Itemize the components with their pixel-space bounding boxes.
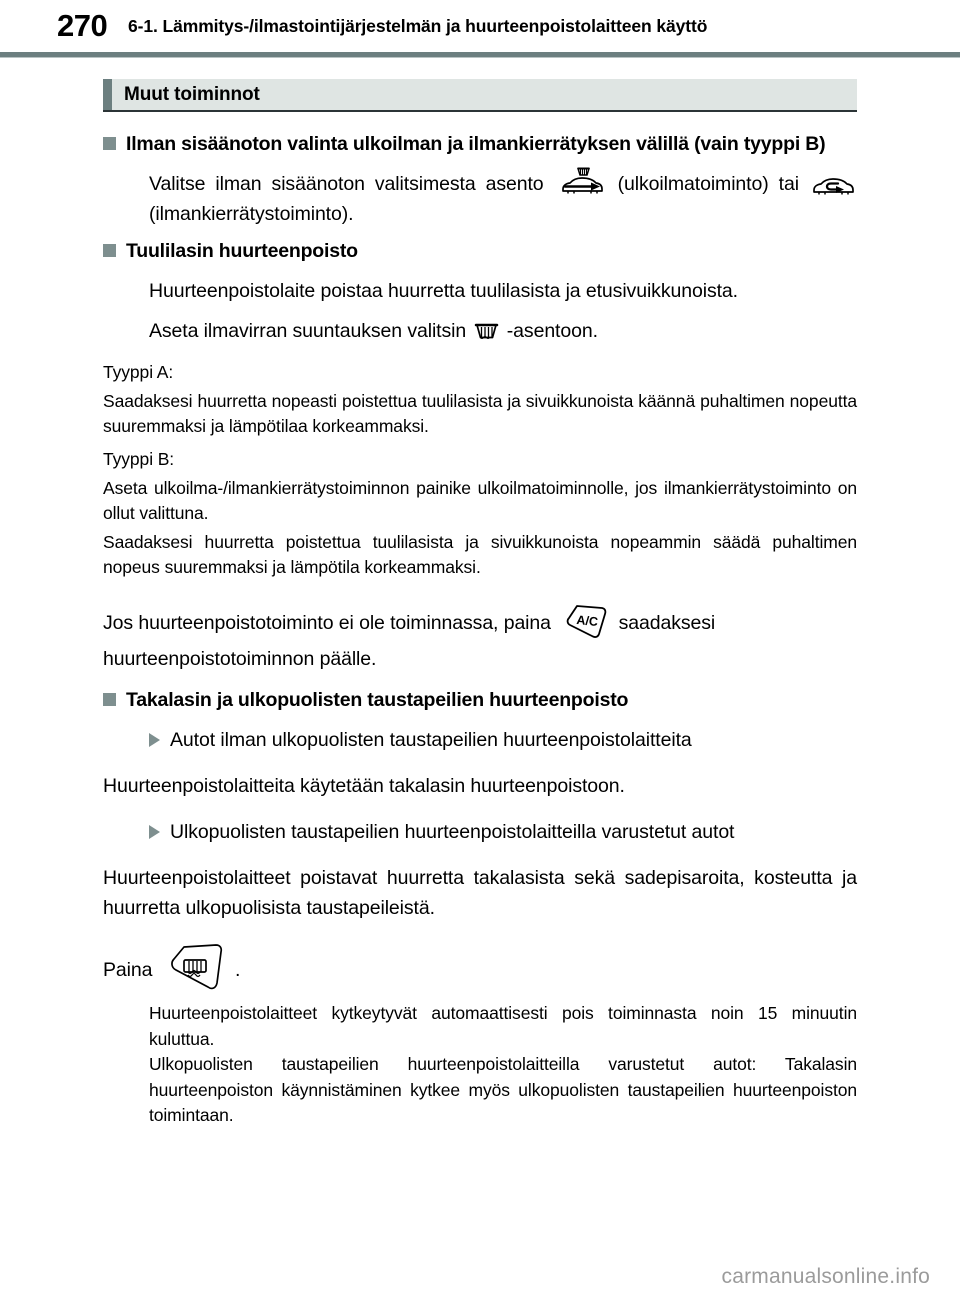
heading-air-intake xyxy=(103,130,857,159)
rear-defogger-button-icon xyxy=(164,943,226,993)
paragraph-air-intake-part3: (ilmankierrätystoiminto). xyxy=(149,203,354,225)
section-title-label: Muut toiminnot xyxy=(124,83,260,105)
triangle-bullet-icon xyxy=(149,733,160,747)
heading-rear-window-defog xyxy=(103,686,857,715)
label-type-b: Tyyppi B: xyxy=(103,449,175,469)
section-accent-bar xyxy=(103,79,112,110)
recirculation-icon xyxy=(812,172,854,196)
paragraph-ac-continued: huurteenpoistotoiminnon päälle. xyxy=(103,648,377,670)
block-rear-window-defog xyxy=(103,686,857,1129)
heading-windshield-defog xyxy=(103,237,857,266)
paragraph-air-intake-part1: Valitse ilman sisäänoton valitsimesta asento xyxy=(149,173,544,195)
page-header-title: 6-1. Lämmitys-/ilmastointijärjestelmän ja huurteenpoistolaitteen käyttö xyxy=(128,16,708,36)
heading-rear-window-defog-text: Takalasin ja ulkopuolisten taustapeilien huurteenpoisto xyxy=(126,689,629,711)
paragraph-without-mirror-defoggers: Huurteenpoistolaitteita käytetään takalasin huurteenpoistoon. xyxy=(103,775,625,797)
paragraph-type-b-2: Saadaksesi huurretta poistettua tuulilasista ja sivuikkunoista nopeammin säädä puhaltimen nopeus suuremmaksi ja lämpötila korkeammaksi. xyxy=(103,532,857,577)
page-header xyxy=(0,0,960,58)
heading-air-intake-text: Ilman sisäänoton valinta ulkoilman ja ilmankierrätyksen välillä (vain tyyppi B) xyxy=(126,133,826,155)
page-number: 270 xyxy=(57,8,108,43)
subheading-without-mirror-defoggers-text: Autot ilman ulkopuolisten taustapeilien huurteenpoistolaitteita xyxy=(170,729,692,751)
press-label: Paina xyxy=(103,959,153,981)
note-auto-off: Huurteenpoistolaitteet kytkeytyvät automaattisesti pois toiminnasta noin 15 minuutin kuluttua. xyxy=(149,1003,857,1049)
paragraph-type-b-1: Aseta ulkoilma-/ilmankierrätystoiminnon painike ulkoilmatoiminnolle, jos ilmankierrätystoiminto on ollut valittuna. xyxy=(103,478,857,523)
block-windshield-defog xyxy=(103,237,857,674)
heading-windshield-defog-text: Tuulilasin huurteenpoisto xyxy=(126,240,358,262)
paragraph-windshield-defog-2-part2: -asentoon. xyxy=(506,320,598,342)
triangle-bullet-icon xyxy=(149,825,160,839)
paragraph-ac-part1: Jos huurteenpoistotoiminto ei ole toiminnassa, paina xyxy=(103,612,551,634)
square-bullet-icon xyxy=(103,244,116,257)
section-title-band xyxy=(103,79,857,110)
paragraph-air-intake-part2: (ulkoilmatoiminto) tai xyxy=(617,173,799,195)
note-mirror-defoggers: Ulkopuolisten taustapeilien huurteenpoistolaitteilla varustetut autot: Takalasin huurteenpoiston käynnistäminen kytkee myös ulkopuolisten taustapeilien huurteenpoiston toimintaan. xyxy=(149,1054,857,1125)
paragraph-press-button xyxy=(103,947,857,993)
label-type-a: Tyyppi A: xyxy=(103,362,174,382)
paragraph-type-a: Saadaksesi huurretta nopeasti poistettua tuulilasista ja sivuikkunoista käännä puhaltimen nopeutta suuremmaksi ja lämpötilaa korkeammaksi. xyxy=(103,391,857,436)
block-air-intake xyxy=(103,130,857,229)
paragraph-with-mirror-defoggers: Huurteenpoistolaitteet poistavat huurretta takalasista sekä sadepisaroita, kosteutta ja huurretta ulkopuolisista taustapeileistä. xyxy=(103,867,857,919)
paragraph-ac-button xyxy=(103,602,857,644)
paragraph-ac-part2: saadaksesi xyxy=(618,612,716,634)
subheading-with-mirror-defoggers xyxy=(103,817,857,847)
press-period: . xyxy=(235,959,241,981)
section-band-underline xyxy=(103,110,857,112)
square-bullet-icon xyxy=(103,693,116,706)
subheading-without-mirror-defoggers xyxy=(103,725,857,755)
paragraph-air-intake xyxy=(149,169,857,229)
ac-button-icon xyxy=(562,603,608,641)
square-bullet-icon xyxy=(103,137,116,150)
subheading-with-mirror-defoggers-text: Ulkopuolisten taustapeilien huurteenpoistolaitteilla varustetut autot xyxy=(170,821,735,843)
windshield-defroster-icon xyxy=(474,321,499,341)
page-content xyxy=(103,122,857,1129)
paragraph-windshield-defog-2-part1: Aseta ilmavirran suuntauksen valitsin xyxy=(149,320,467,342)
paragraph-windshield-defog-2 xyxy=(149,316,857,346)
site-watermark: carmanualsonline.info xyxy=(721,1265,930,1288)
header-rule-secondary xyxy=(0,57,960,58)
ac-button-label: A/C xyxy=(576,612,599,629)
paragraph-windshield-defog-1: Huurteenpoistolaite poistaa huurretta tuulilasista ja etusivuikkunoista. xyxy=(149,280,738,302)
fresh-air-icon xyxy=(558,167,604,197)
